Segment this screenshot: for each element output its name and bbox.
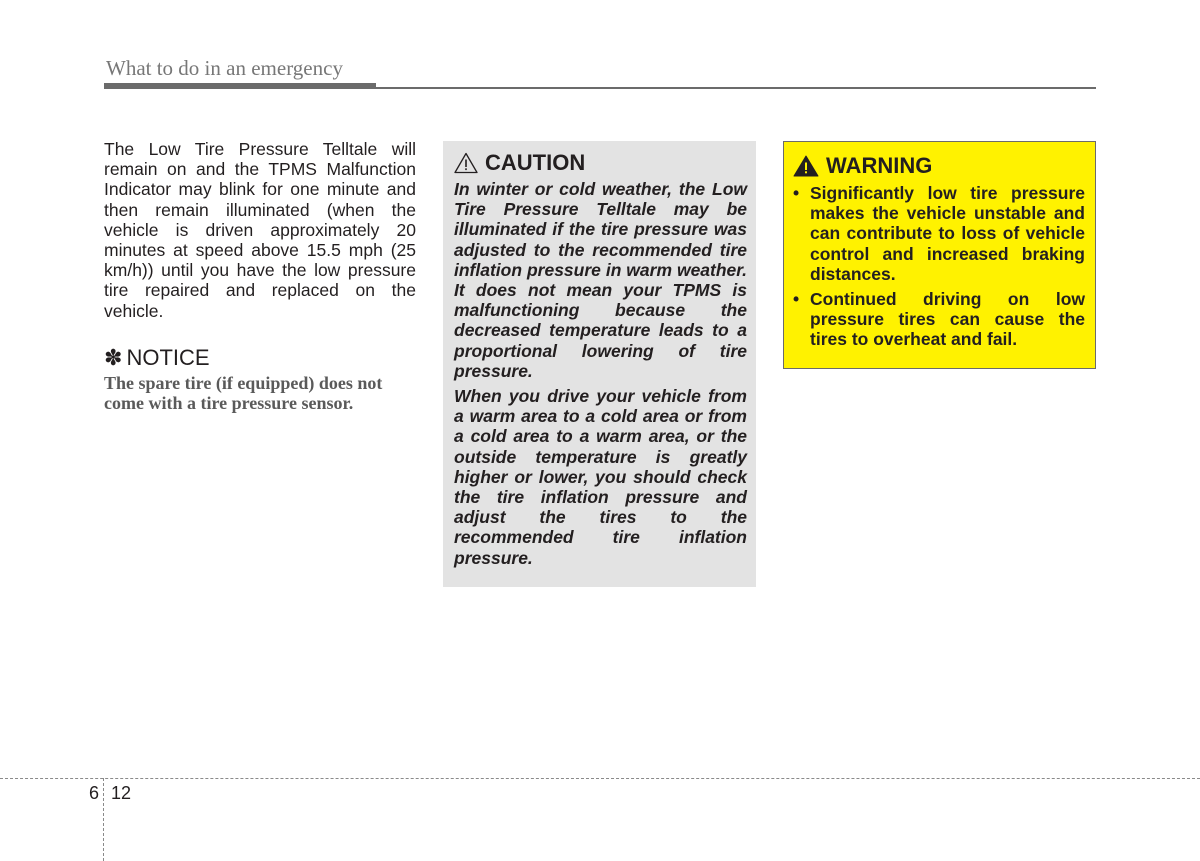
caution-heading-label: CAUTION (485, 150, 586, 175)
warning-box (783, 141, 1096, 369)
caution-box (443, 141, 756, 587)
text-column (104, 139, 416, 414)
caution-paragraph-cold-weather: In winter or cold weather, the Low Tire Pressure Telltale may be illuminated if the tire pressure was adjusted to the recommended tire inflation pressure in warm weather. It does not mean your TPMS is malfunctioning because the decreased temperature leads to a proportional lowering of tire pressure. (454, 179, 747, 381)
page-header-title: What to do in an emergency (106, 56, 343, 80)
bullet: • (793, 289, 800, 310)
notice-asterisk-icon: ✽ (104, 344, 123, 370)
warning-list (793, 183, 1085, 350)
warning-item-overheat: Continued driving on low pressure tires can cause the tires to overheat and fail. (810, 289, 1085, 350)
warning-heading-label: WARNING (826, 153, 933, 178)
warning-list-item (793, 183, 1085, 284)
caution-paragraph-temperature-change: When you drive your vehicle from a warm area to a cold area or from a cold area to a warm area, or the outside temperature is greatly higher or lower, you should check the tire inflation pressure and adjust the tires to the recommended tire inflation pressure. (454, 386, 747, 568)
warning-heading (793, 152, 1085, 180)
page-number: 12 (111, 783, 132, 803)
footer-dashed-rule (0, 778, 1200, 779)
notice-text: The spare tire (if equipped) does not come with a tire pressure sensor. (104, 372, 383, 414)
warning-item-low-pressure: Significantly low tire pressure makes the vehicle unstable and can contribute to loss of vehicle control and increased braking distances. (810, 183, 1085, 284)
warning-list-item (793, 289, 1085, 350)
notice-heading (104, 345, 416, 371)
bullet: • (793, 183, 800, 203)
chapter-number: 6 (89, 783, 100, 803)
header-rule-thin (376, 87, 1096, 89)
warning-triangle-outline-icon (454, 152, 478, 174)
footer-vertical-dashed-rule (103, 778, 104, 861)
warning-triangle-filled-icon (793, 155, 819, 177)
tpms-telltale-paragraph: The Low Tire Pressure Telltale will remain on and the TPMS Malfunction Indicator may blink for one minute and then remain illuminated (when the vehicle is driven approximately 20 minutes at speed above 15.5 mph (25 km/h)) until you have the low pressure tire repaired and replaced on the vehicle. (104, 139, 416, 321)
notice-heading-label: NOTICE (126, 344, 210, 370)
header-rule-thick (104, 83, 376, 89)
caution-heading (454, 149, 747, 177)
